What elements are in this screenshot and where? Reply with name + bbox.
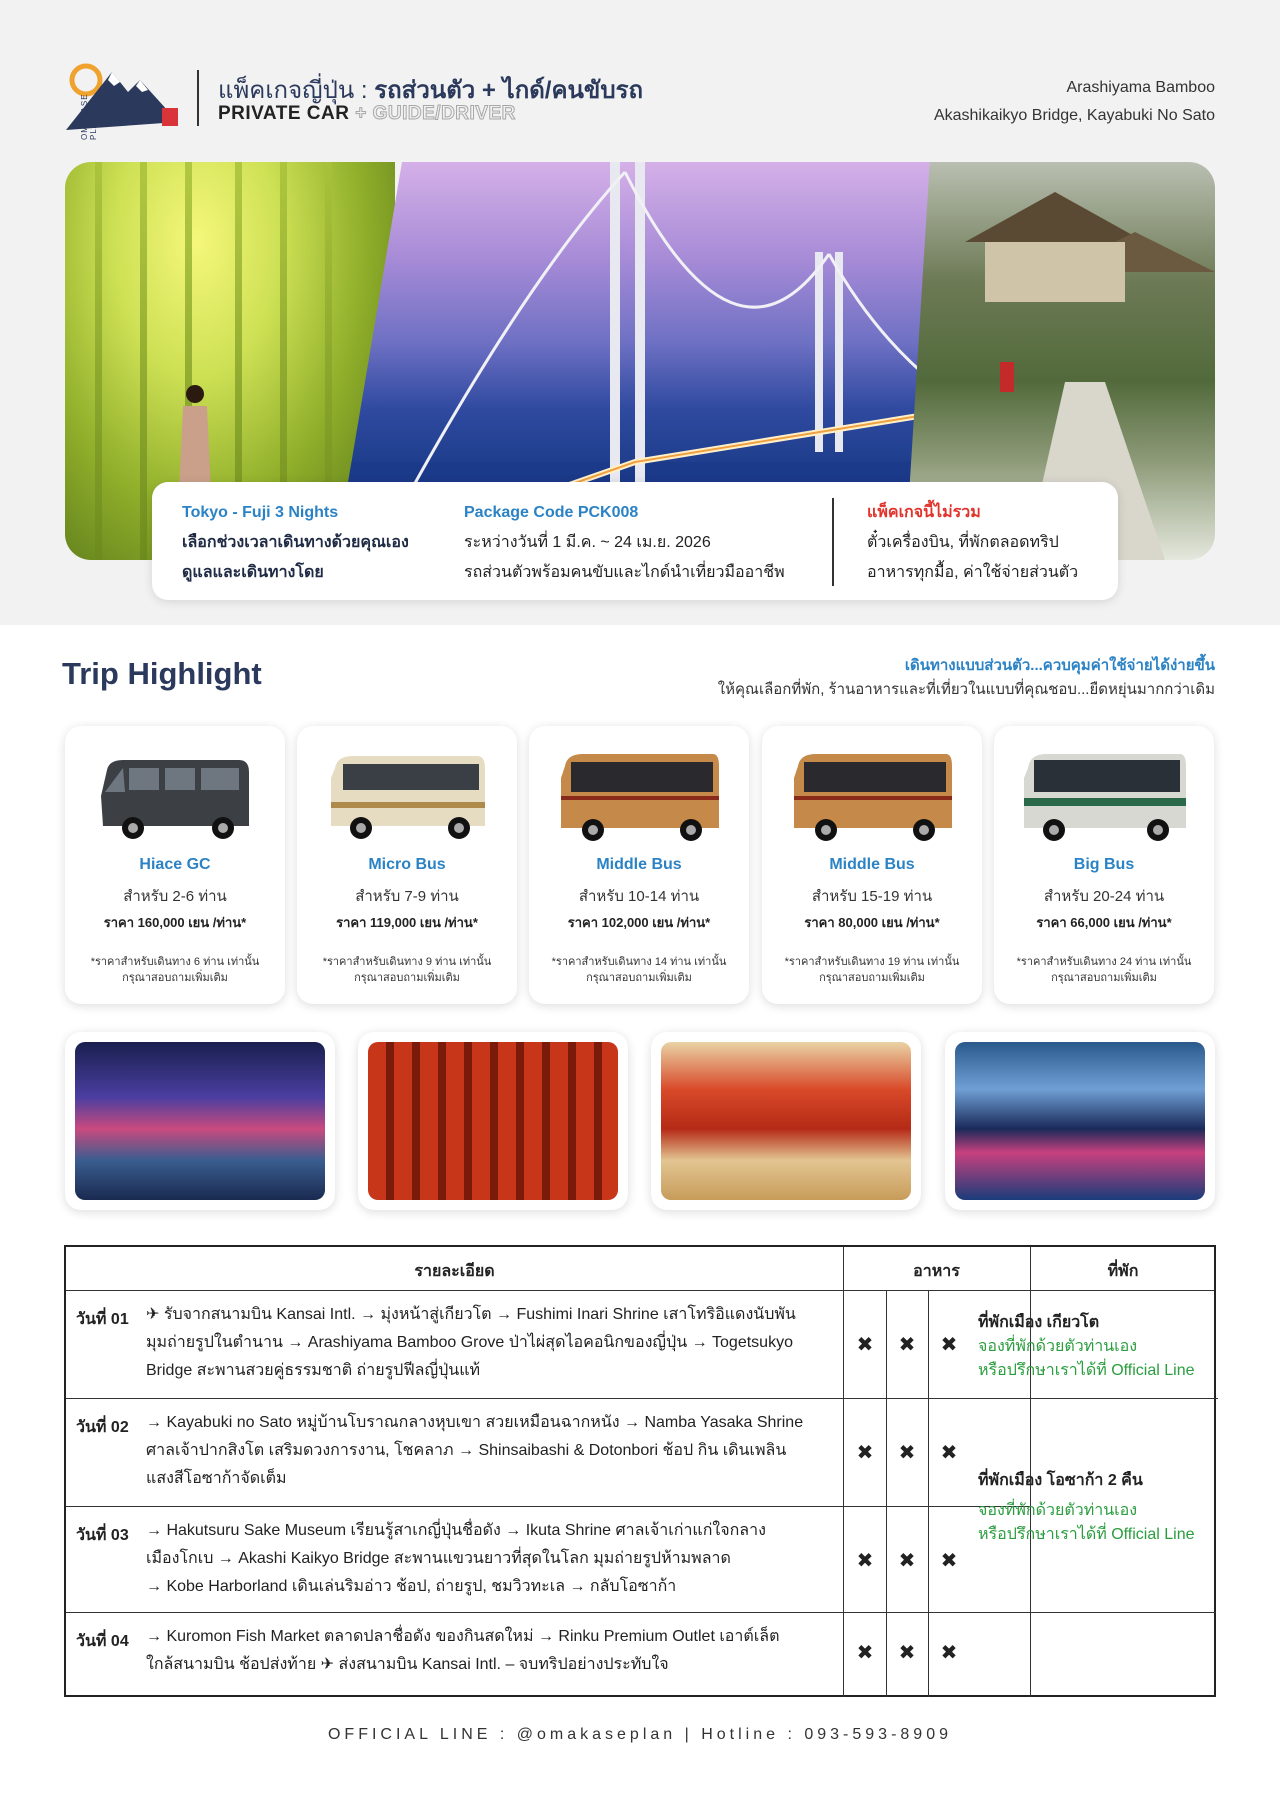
desc-line: → Hakutsuru Sake Museum เรียนรู้สาเกญี่ปุ่นชื่อดัง → Ikuta Shrine ศาลเจ้าเก่าแก่ใจกลาง [146,1522,766,1539]
vehicle-name: Hiace GC [139,856,211,873]
header-detail: รายละเอียด [414,1263,495,1280]
trip-highlight-title: Trip Highlight [62,656,262,691]
vehicle-capacity: สำหรับ 20-24 ท่าน [1043,888,1165,905]
desc-line: เมืองโกเบ → Akashi Kaikyo Bridge สะพานแขวนยาวที่สุดในโลก มุมถ่ายรูปห้ามพลาด [146,1550,731,1567]
day-label: วันที่ 04 [76,1633,129,1650]
desc-line: แสงสีโอซาก้าจัดเต็ม [146,1470,287,1487]
desc-line: → Kobe Harborland เดินเล่นริมอ่าว ช้อป, ถ่ายรูป, ชมวิวทะเล → กลับโอซาก้า [146,1578,677,1595]
hotel-osaka-title: ที่พักเมือง โอซาก้า 2 คืน [978,1472,1143,1489]
vehicle-note [772,954,972,986]
note-line-1: *ราคาสำหรับเดินทาง 9 ท่าน เท่านั้น [322,956,492,968]
trip-name: Tokyo - Fuji 3 Nights [182,504,339,521]
note-line: จองที่พักด้วยตัวท่านเอง [978,1502,1138,1519]
trip-tagline [718,654,1215,702]
hotel-kyoto-title: ที่พักเมือง เกียวโต [978,1314,1100,1331]
tagline-1: เดินทางแบบส่วนตัว...ควบคุมค่าใช้จ่ายได้ง่ายขึ้น [904,657,1215,674]
kobe-harbor-photo [955,1042,1205,1200]
vehicle-name: Middle Bus [829,856,915,873]
package-dates: ระหว่างวันที่ 1 มี.ค. ~ 24 เม.ย. 2026 [464,534,711,551]
day-description [146,1517,886,1601]
middlebus-image [786,748,958,844]
note-line-2: กรุณาสอบถามเพิ่มเติม [122,972,228,984]
shrine-interior-photo [661,1042,911,1200]
info-column-trip [182,498,432,588]
title-main: รถส่วนตัว + ไกด์/คนขับรถ [374,77,643,104]
logo-subtext: お任せプラン [106,117,154,126]
note-line-1: *ราคาสำหรับเดินทาง 19 ท่าน เท่านั้น [784,956,960,968]
footer-contact: OFFICIAL LINE : @omakaseplan | Hotline : 093-593-8909 [327,1726,952,1743]
vehicle-card-hiace [65,726,285,1004]
vehicle-card-middlebus-2 [762,726,982,1004]
note-line: จองที่พักด้วยตัวท่านเอง [978,1338,1138,1355]
van-image [89,748,261,844]
vehicle-price: ราคา 80,000 เยน /ท่าน* [804,915,940,930]
package-code: Package Code PCK008 [464,504,639,521]
vehicle-card-microbus [297,726,517,1004]
osaka-night-photo [75,1042,325,1200]
desc-line: ใกล้สนามบิน ช้อปส่งท้าย ✈ ส่งสนามบิน Kansai Intl. – จบทริปอย่างประทับใจ [146,1656,669,1673]
meal-lunch-x: ✖ [898,1642,916,1664]
meal-lunch-x: ✖ [898,1550,916,1572]
header-hotel: ที่พัก [1107,1263,1139,1280]
info-divider [832,498,834,586]
meal-breakfast-x: ✖ [856,1334,874,1356]
note-line-2: กรุณาสอบถามเพิ่มเติม [586,972,692,984]
photo-card-torii [358,1032,628,1210]
note-line: หรือปรึกษาเราได้ที่ Official Line [978,1526,1195,1543]
middlebus-image [553,748,725,844]
header-divider [197,70,199,126]
microbus-image [321,748,493,844]
vehicle-card-middlebus-1 [529,726,749,1004]
vehicle-capacity: สำหรับ 2-6 ท่าน [123,888,227,905]
vehicle-price: ราคา 160,000 เยน /ท่าน* [103,915,247,930]
note-line-2: กรุณาสอบถามเพิ่มเติม [1051,972,1157,984]
meal-lunch-x: ✖ [898,1442,916,1464]
exclusions-title: แพ็คเกจนี้ไม่รวม [867,504,981,521]
desc-line: → Kayabuki no Sato หมู่บ้านโบราณกลางหุบเขา สวยเหมือนฉากหนัง → Namba Yasaka Shrine [146,1414,804,1431]
header-places [934,74,1215,130]
info-column-exclusions [867,498,1107,588]
vehicle-note [307,954,507,986]
note-line-2: กรุณาสอบถามเพิ่มเติม [819,972,925,984]
header-meal: อาหาร [913,1263,960,1280]
place-line-2: Akashikaikyo Bridge, Kayabuki No Sato [933,107,1215,124]
day-description [146,1301,886,1385]
photo-card-osaka [65,1032,335,1210]
meal-breakfast-x: ✖ [856,1550,874,1572]
vehicle-capacity: สำหรับ 15-19 ท่าน [811,888,933,905]
meal-breakfast-x: ✖ [856,1642,874,1664]
hotel-osaka-note [978,1499,1214,1547]
vehicle-note [75,954,275,986]
desc-line: Bridge สะพานสวยคู่ธรรมชาติ ถ่ายรูปฟีลญี่ปุ่นแท้ [146,1362,481,1379]
place-line-1: Arashiyama Bamboo [1066,79,1215,96]
info-column-package [464,498,804,588]
meal-breakfast-x: ✖ [856,1442,874,1464]
package-info-card [152,482,1118,600]
meal-lunch-x: ✖ [898,1334,916,1356]
desc-line: ศาลเจ้าปากสิงโต เสริมดวงการงาน, โชคลาภ → Shinsaibashi & Dotonbori ช้อป กิน เดินเพลิน [146,1442,787,1459]
note-line-1: *ราคาสำหรับเดินทาง 6 ท่าน เท่านั้น [90,956,260,968]
trip-desc-2: ดูแลและเดินทางโดย [182,564,324,581]
package-service: รถส่วนตัวพร้อมคนขับและไกด์นำเที่ยวมืออาชีพ [464,564,785,581]
vehicle-name: Middle Bus [596,856,682,873]
vehicle-name: Big Bus [1073,856,1135,873]
desc-line: ✈ รับจากสนามบิน Kansai Intl. → มุ่งหน้าสู่เกียวโต → Fushimi Inari Shrine เสาโทริอิแดงนับพัน [146,1306,796,1323]
vehicle-price: ราคา 102,000 เยน /ท่าน* [567,915,711,930]
meal-dinner-x: ✖ [940,1442,958,1464]
desc-line: มุมถ่ายรูปในตำนาน → Arashiyama Bamboo Grove ป่าไผ่สุดไอคอนิกของญี่ปุ่น → Togetsukyo [146,1334,793,1351]
desc-line: → Kuromon Fish Market ตลาดปลาชื่อดัง ของกินสดใหม่ → Rinku Premium Outlet เอาต์เล็ต [146,1628,780,1645]
note-line: หรือปรึกษาเราได้ที่ Official Line [978,1362,1195,1379]
tagline-2: ให้คุณเลือกที่พัก, ร้านอาหารและที่เที่ยวในแบบที่คุณชอบ...ยืดหยุ่นมากกว่าเดิม [717,681,1215,698]
day-description [146,1623,886,1679]
day-label: วันที่ 02 [76,1419,129,1436]
vehicle-name: Micro Bus [368,856,446,873]
day-description [146,1409,886,1493]
vehicle-card-bigbus [994,726,1214,1004]
title-lead: แพ็คเกจญี่ปุ่น : [218,77,368,104]
exclusions-line-2: อาหารทุกมื้อ, ค่าใช้จ่ายส่วนตัว [867,564,1079,581]
vehicle-capacity: สำหรับ 7-9 ท่าน [355,888,459,905]
torii-gates-photo [368,1042,618,1200]
vehicle-note [1004,954,1204,986]
vehicle-note [539,954,739,986]
day-label: วันที่ 03 [76,1527,129,1544]
title-en-main: PRIVATE CAR [218,103,350,124]
note-line-1: *ราคาสำหรับเดินทาง 24 ท่าน เท่านั้น [1016,956,1192,968]
header-title-english [218,103,516,125]
meal-dinner-x: ✖ [940,1334,958,1356]
exclusions-line-1: ตั๋วเครื่องบิน, ที่พักตลอดทริป [867,534,1059,551]
meal-dinner-x: ✖ [940,1642,958,1664]
bigbus-image [1018,748,1190,844]
photo-card-kobe [945,1032,1215,1210]
itinerary-table [64,1245,1216,1697]
vehicle-price: ราคา 66,000 เยน /ท่าน* [1036,915,1172,930]
logo-text: OMAKASE PLAN [80,93,98,140]
vehicle-price: ราคา 119,000 เยน /ท่าน* [336,915,478,930]
title-en-ghost: + GUIDE/DRIVER [355,103,516,124]
vehicle-capacity: สำหรับ 10-14 ท่าน [578,888,700,905]
photo-card-shrine [651,1032,921,1210]
note-line-2: กรุณาสอบถามเพิ่มเติม [354,972,460,984]
hotel-kyoto-note [978,1335,1214,1383]
note-line-1: *ราคาสำหรับเดินทาง 14 ท่าน เท่านั้น [551,956,727,968]
meal-dinner-x: ✖ [940,1550,958,1572]
day-label: วันที่ 01 [76,1311,129,1328]
trip-desc-1: เลือกช่วงเวลาเดินทางด้วยคุณเอง [182,534,409,551]
